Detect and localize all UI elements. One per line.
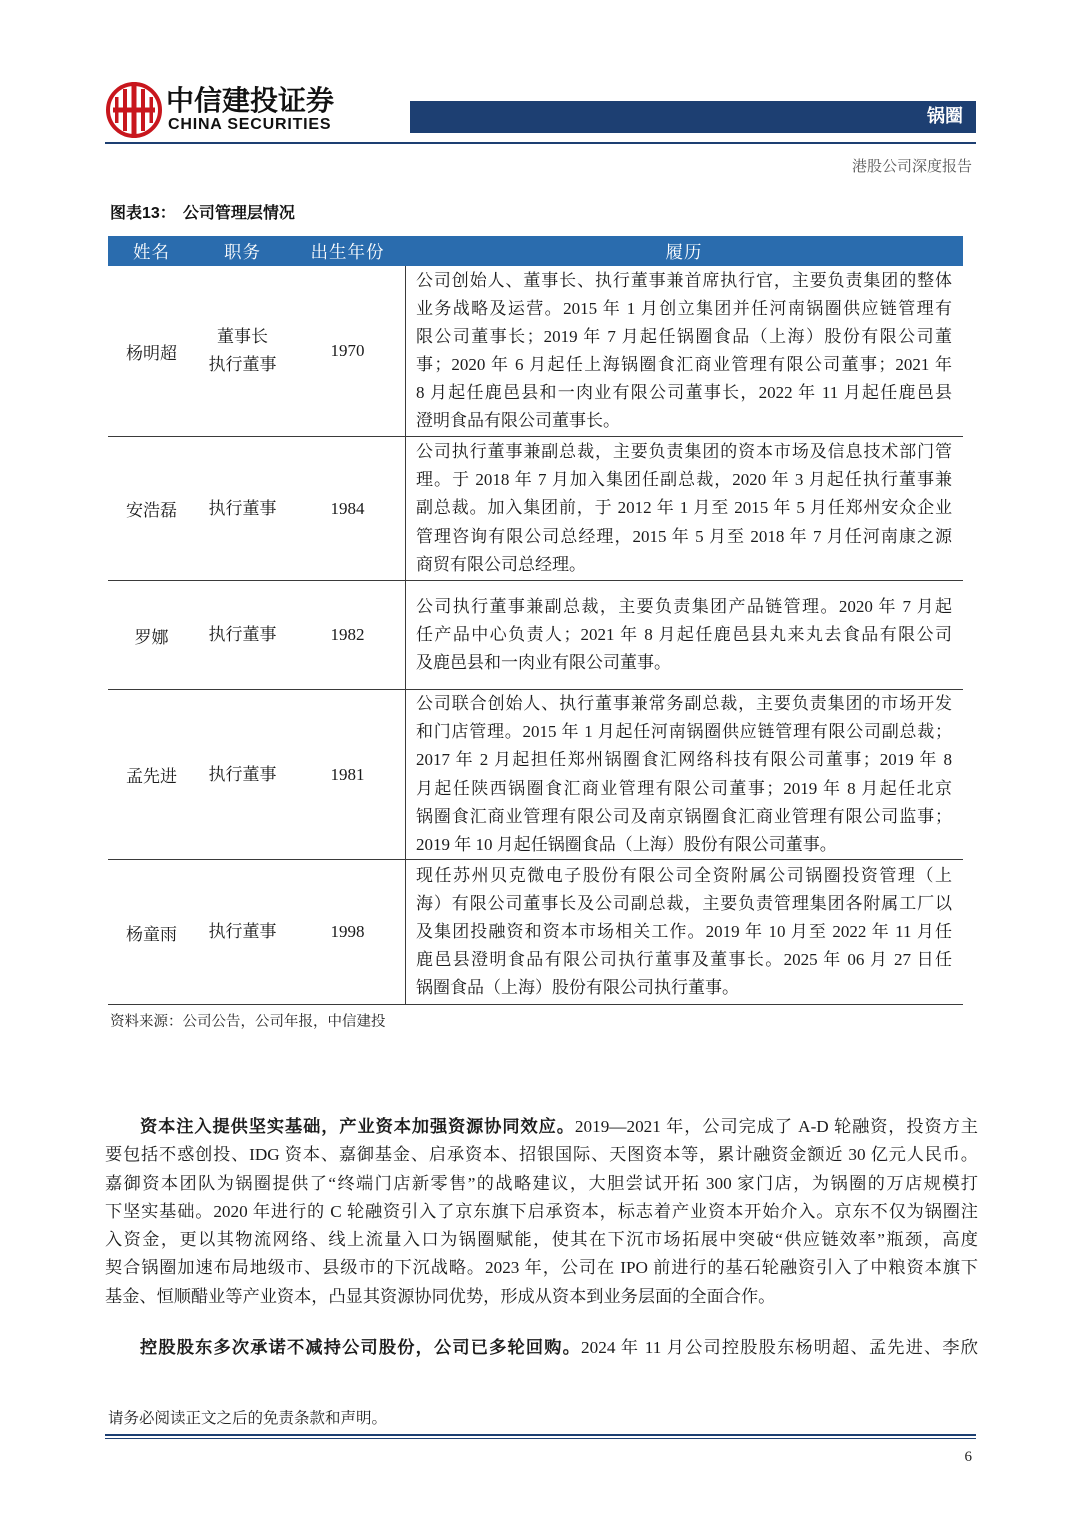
- paragraph-lead: 控股股东多次承诺不减持公司股份，公司已多轮回购。: [140, 1338, 582, 1357]
- position-line: 执行董事: [208, 625, 277, 644]
- position-cell: [195, 581, 290, 689]
- resume-line: 理。于 2018 年 7 月加入集团任副总裁，2020 年 3 月起任执行董事兼: [416, 470, 952, 490]
- footer-disclaimer: 请务必阅读正文之后的免责条款和声明。: [108, 1410, 388, 1427]
- resume-line: 澄明食品有限公司董事长。: [416, 411, 620, 431]
- paragraph-line: [105, 1334, 978, 1362]
- paragraph-line: 入资金，更以其物流网络、线上流量入口为锅圈赋能，使其在下沉市场拓展中突破“供应链效率”瓶颈，高度: [105, 1230, 978, 1250]
- position-line: 执行董事: [208, 498, 277, 518]
- paragraph-text: 2019—2021 年，公司完成了 A-D 轮融资，投资方主: [574, 1117, 978, 1136]
- table-row: [108, 690, 963, 860]
- resume-line: 事；2020 年 6 月起任上海锅圈食汇商业管理有限公司董事；2021 年: [416, 355, 952, 374]
- resume-line: 业务战略及运营。2015 年 1 月创立集团并任河南锅圈供应链管理有: [416, 298, 952, 318]
- header-divider: [105, 142, 976, 144]
- resume-line: 和门店管理。2015 年 1 月起任河南锅圈供应链管理有限公司副总裁；: [416, 722, 952, 742]
- birth-year: 1984: [330, 498, 365, 518]
- paragraph-line: [105, 1113, 978, 1141]
- resume-line: 任产品中心负责人；2021 年 8 月起任鹿邑县丸来丸去食品有限公司: [416, 624, 952, 644]
- resume-cell: [405, 690, 963, 859]
- position-cell: [195, 437, 290, 580]
- birth-year: 1981: [330, 764, 365, 784]
- figure-source: 资料来源：公司公告，公司年报，中信建投: [110, 1014, 386, 1030]
- birth-year: 1982: [330, 625, 365, 644]
- column-header-birth-year: 出生年份: [310, 241, 385, 262]
- report-type: 港股公司深度报告: [851, 159, 972, 175]
- paragraph-line: 要包括不惑创投、IDG 资本、嘉御基金、启承资本、招银国际、天图资本等，累计融资金额近 30 亿元人民币。: [105, 1145, 978, 1165]
- name-cell: [108, 581, 195, 689]
- name-cell: [108, 266, 195, 436]
- resume-cell: [405, 860, 963, 1004]
- name-cell: [108, 860, 195, 1004]
- resume-line: 管理咨询有限公司总经理，2015 年 5 月至 2018 年 7 月任河南康之源: [416, 526, 952, 546]
- paragraph-line: 契合锅圈加速布局地级市、县级市的下沉战略。2023 年，公司在 IPO 前进行的基石轮融资引入了中粮资本旗下: [105, 1258, 978, 1278]
- person-name: 杨明超: [126, 343, 177, 363]
- paragraph-line: 嘉御资本团队为锅圈提供了“终端门店新零售”的战略建议，大胆尝试开拓 300 家门店，为锅圈的万店规模打: [105, 1173, 978, 1193]
- body-paragraph: [105, 1334, 978, 1362]
- logo-chinese-name: 中信建投证券: [166, 84, 335, 117]
- body-paragraph: [105, 1113, 978, 1311]
- name-cell: [108, 437, 195, 580]
- position-line: 董事长: [217, 327, 268, 346]
- paragraph-line: 下坚实基础。2020 年进行的 C 轮融资引入了京东旗下启承资本，标志着产业资本开始介入。京东不仅为锅圈注: [105, 1201, 978, 1221]
- paragraph-line: 基金、恒顺醋业等产业资本，凸显其资源协同优势，形成从资本到业务层面的全面合作。: [105, 1286, 776, 1306]
- paragraph-lead: 资本注入提供坚实基础，产业资本加强资源协同效应。: [140, 1117, 575, 1136]
- resume-line: 公司联合创始人、执行董事兼常务副总裁，主要负责集团的市场开发: [416, 694, 952, 714]
- birth-year: 1998: [330, 922, 365, 941]
- person-name: 安浩磊: [126, 501, 177, 520]
- resume-line: 锅圈食汇商业管理有限公司及南京锅圈食汇商业管理有限公司监事；: [416, 806, 952, 826]
- logo-english-name: CHINA SECURITIES: [168, 116, 332, 133]
- column-header-resume: 履历: [665, 241, 703, 262]
- resume-line: 及鹿邑县和一肉业有限公司董事。: [416, 653, 671, 673]
- birth-year-cell: [290, 690, 405, 859]
- resume-line: 公司创始人、董事长、执行董事兼首席执行官，主要负责集团的整体: [416, 270, 952, 290]
- figure-label: 图表13：: [110, 205, 176, 222]
- resume-cell: [405, 437, 963, 580]
- birth-year: 1970: [330, 341, 365, 360]
- resume-line: 及集团投融资和资本市场相关工作。2019 年 10 月至 2022 年 11 月任: [416, 921, 952, 941]
- person-name: 杨童雨: [126, 924, 177, 944]
- company-tag: 锅圈: [927, 106, 963, 127]
- company-tag-bar: [410, 101, 976, 133]
- resume-line: 公司执行董事兼副总裁，主要负责集团产品链管理。2020 年 7 月起: [416, 596, 952, 616]
- page-number: 6: [964, 1449, 972, 1465]
- table-row: [108, 437, 963, 581]
- resume-line: 2019 年 10 月起任锅圈食品（上海）股份有限公司董事。: [416, 834, 837, 854]
- resume-line: 公司执行董事兼副总裁，主要负责集团的资本市场及信息技术部门管: [416, 442, 952, 462]
- figure-title: [110, 204, 295, 224]
- person-name: 罗娜: [134, 627, 169, 647]
- logo-emblem-icon: [105, 80, 163, 140]
- footer-divider: [105, 1434, 976, 1439]
- table-row: [108, 581, 963, 690]
- resume-line: 8 月起任鹿邑县和一肉业有限公司董事长，2022 年 11 月起任鹿邑县: [416, 383, 952, 403]
- resume-line: 副总裁。加入集团前，于 2012 年 1 月至 2015 年 5 月任郑州安众企业: [416, 498, 952, 518]
- position-cell: [195, 860, 290, 1004]
- birth-year-cell: [290, 266, 405, 436]
- birth-year-cell: [290, 860, 405, 1004]
- table-header-row: [108, 236, 963, 266]
- position-cell: [195, 690, 290, 859]
- paragraph-text: 2024 年 11 月公司控股股东杨明超、孟先进、李欣: [581, 1338, 978, 1357]
- column-header-name: 姓名: [133, 241, 170, 262]
- birth-year-cell: [290, 437, 405, 580]
- name-cell: [108, 690, 195, 859]
- resume-line: 商贸有限公司总经理。: [416, 554, 586, 574]
- table-row: [108, 860, 963, 1005]
- resume-line: 锅圈食品（上海）股份有限公司执行董事。: [416, 978, 739, 998]
- table-row: [108, 266, 963, 437]
- resume-line: 月起任陕西锅圈食汇商业管理有限公司董事；2019 年 8 月起任北京: [416, 778, 952, 798]
- resume-line: 现任苏州贝克微电子股份有限公司全资附属公司锅圈投资管理（上: [416, 865, 952, 885]
- position-cell: [195, 266, 290, 436]
- figure-caption: 公司管理层情况: [182, 205, 295, 222]
- resume-cell: [405, 581, 963, 689]
- position-line: 执行董事: [208, 922, 277, 941]
- resume-line: 2017 年 2 月起担任郑州锅圈食汇网络科技有限公司董事；2019 年 8: [416, 750, 952, 770]
- column-header-position: 职务: [224, 241, 261, 262]
- person-name: 孟先进: [126, 767, 177, 786]
- position-line: 执行董事: [208, 764, 277, 784]
- resume-line: 海）有限公司董事长及公司副总裁，主要负责管理集团各附属工厂以: [416, 893, 952, 913]
- management-table: [108, 236, 963, 1005]
- resume-cell: [405, 266, 963, 436]
- resume-line: 鹿邑县澄明食品有限公司执行董事及董事长。2025 年 06 月 27 日任: [416, 950, 952, 970]
- birth-year-cell: [290, 581, 405, 689]
- position-line: 执行董事: [208, 355, 277, 374]
- resume-line: 限公司董事长；2019 年 7 月起任锅圈食品（上海）股份有限公司董: [416, 326, 952, 346]
